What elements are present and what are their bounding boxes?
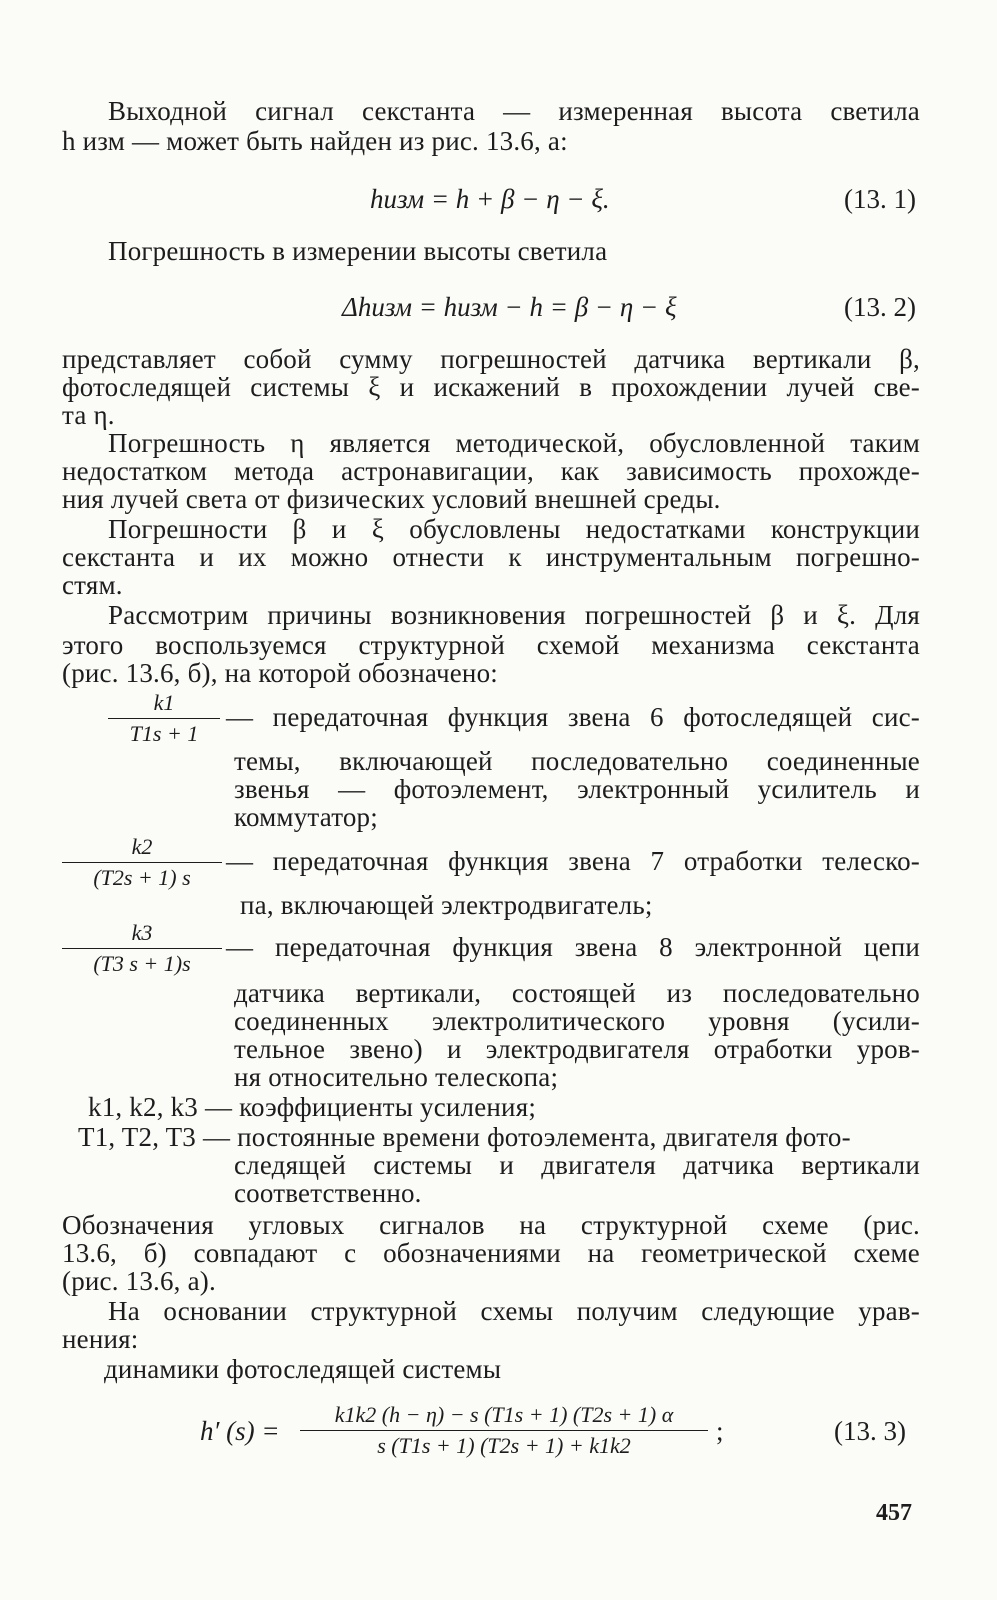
fraction-numerator: k1	[153, 690, 175, 715]
text-line: стям.	[62, 570, 123, 600]
text-line: Погрешность η является методической, обусловленной таким	[108, 428, 920, 458]
equation-number: (13. 3)	[834, 1416, 906, 1446]
text-line: Рассмотрим причины возникновения погрешностей β и ξ. Для	[108, 600, 920, 630]
text-line: темы, включающей последовательно соединенные	[234, 746, 920, 776]
text-line: представляет собой сумму погрешностей датчика вертикали β,	[62, 344, 920, 374]
fraction-bar	[62, 948, 222, 949]
text-line: этого воспользуемся структурной схемой механизма секстанта	[62, 630, 920, 660]
text-line: T1, T2, T3 — постоянные времени фотоэлемента, двигателя фото-	[78, 1122, 851, 1152]
text-line: (рис. 13.6, б), на которой обозначено:	[62, 658, 498, 688]
text-line: та η.	[62, 400, 115, 430]
fraction-numerator: k3	[131, 920, 153, 945]
fraction-denominator: (T3 s + 1)s	[93, 951, 191, 976]
text-line: датчика вертикали, состоящей из последовательно	[234, 978, 920, 1008]
text-line: Выходной сигнал секстанта — измеренная высота светила	[108, 96, 920, 126]
text-line: 13.6, б) совпадают с обозначениями на геометрической схеме	[62, 1238, 920, 1268]
equation-13-3-fraction	[300, 1402, 708, 1459]
fraction-denominator: (T2s + 1) s	[93, 865, 191, 890]
text-line: звенья — фотоэлемент, электронный усилитель и	[234, 774, 920, 804]
equation-number: (13. 1)	[844, 184, 916, 214]
equation-13-2: Δhизм = hизм − h = β − η − ξ	[342, 292, 677, 322]
fraction-numerator: k2	[131, 834, 153, 859]
text-line: соответственно.	[234, 1178, 422, 1208]
text-line: динамики фотоследящей системы	[104, 1354, 502, 1384]
text-line: Погрешность в измерении высоты светила	[108, 236, 608, 266]
text-line: соединенных электролитического уровня (усили-	[234, 1006, 920, 1036]
text-line: нения:	[62, 1324, 139, 1354]
fraction-bar	[300, 1430, 708, 1431]
transfer-function-2	[62, 834, 222, 891]
text-line: h изм — может быть найден из рис. 13.6, а:	[62, 126, 568, 156]
fraction-bar	[62, 862, 222, 863]
fraction-denominator: T1s + 1	[129, 721, 199, 746]
text-line: недостатком метода астронавигации, как зависимость прохожде-	[62, 456, 920, 486]
equation-13-3-lhs: h′ (s) =	[200, 1416, 280, 1446]
fraction-bar	[108, 718, 220, 719]
text-line: На основании структурной схемы получим следующие урав-	[108, 1296, 920, 1326]
text-line: — передаточная функция звена 7 отработки телеско-	[226, 846, 920, 876]
text-line: секстанта и их можно отнести к инструментальным погрешно-	[62, 542, 920, 572]
fraction-numerator: k1k2 (h − η) − s (T1s + 1) (T2s + 1) α	[334, 1402, 674, 1427]
equation-number: (13. 2)	[844, 292, 916, 322]
text-line: ня относительно телескопа;	[234, 1062, 559, 1092]
fraction-denominator: s (T1s + 1) (T2s + 1) + k1k2	[377, 1433, 631, 1458]
transfer-function-1	[108, 690, 220, 747]
transfer-function-3	[62, 920, 222, 977]
text-line: ния лучей света от физических условий внешней среды.	[62, 484, 721, 514]
text-line: тельное звено) и электродвигателя отработки уров-	[234, 1034, 920, 1064]
text-line: Погрешности β и ξ обусловлены недостатками конструкции	[108, 514, 920, 544]
text-line: — передаточная функция звена 8 электронной цепи	[226, 932, 920, 962]
text-line: k1, k2, k3 — коэффициенты усиления;	[88, 1092, 537, 1122]
equation-semicolon: ;	[716, 1416, 724, 1446]
text-line: следящей системы и двигателя датчика вертикали	[234, 1150, 920, 1180]
equation-13-1: hизм = h + β − η − ξ.	[370, 184, 610, 214]
text-line: — передаточная функция звена 6 фотоследящей сис-	[226, 702, 920, 732]
text-line: Обозначения угловых сигналов на структурной схеме (рис.	[62, 1210, 920, 1240]
text-line: фотоследящей системы ξ и искажений в прохождении лучей све-	[62, 372, 920, 402]
page-number: 457	[876, 1500, 912, 1526]
text-line: (рис. 13.6, а).	[62, 1266, 216, 1296]
text-line: па, включающей электродвигатель;	[240, 890, 653, 920]
text-line: коммутатор;	[234, 802, 378, 832]
